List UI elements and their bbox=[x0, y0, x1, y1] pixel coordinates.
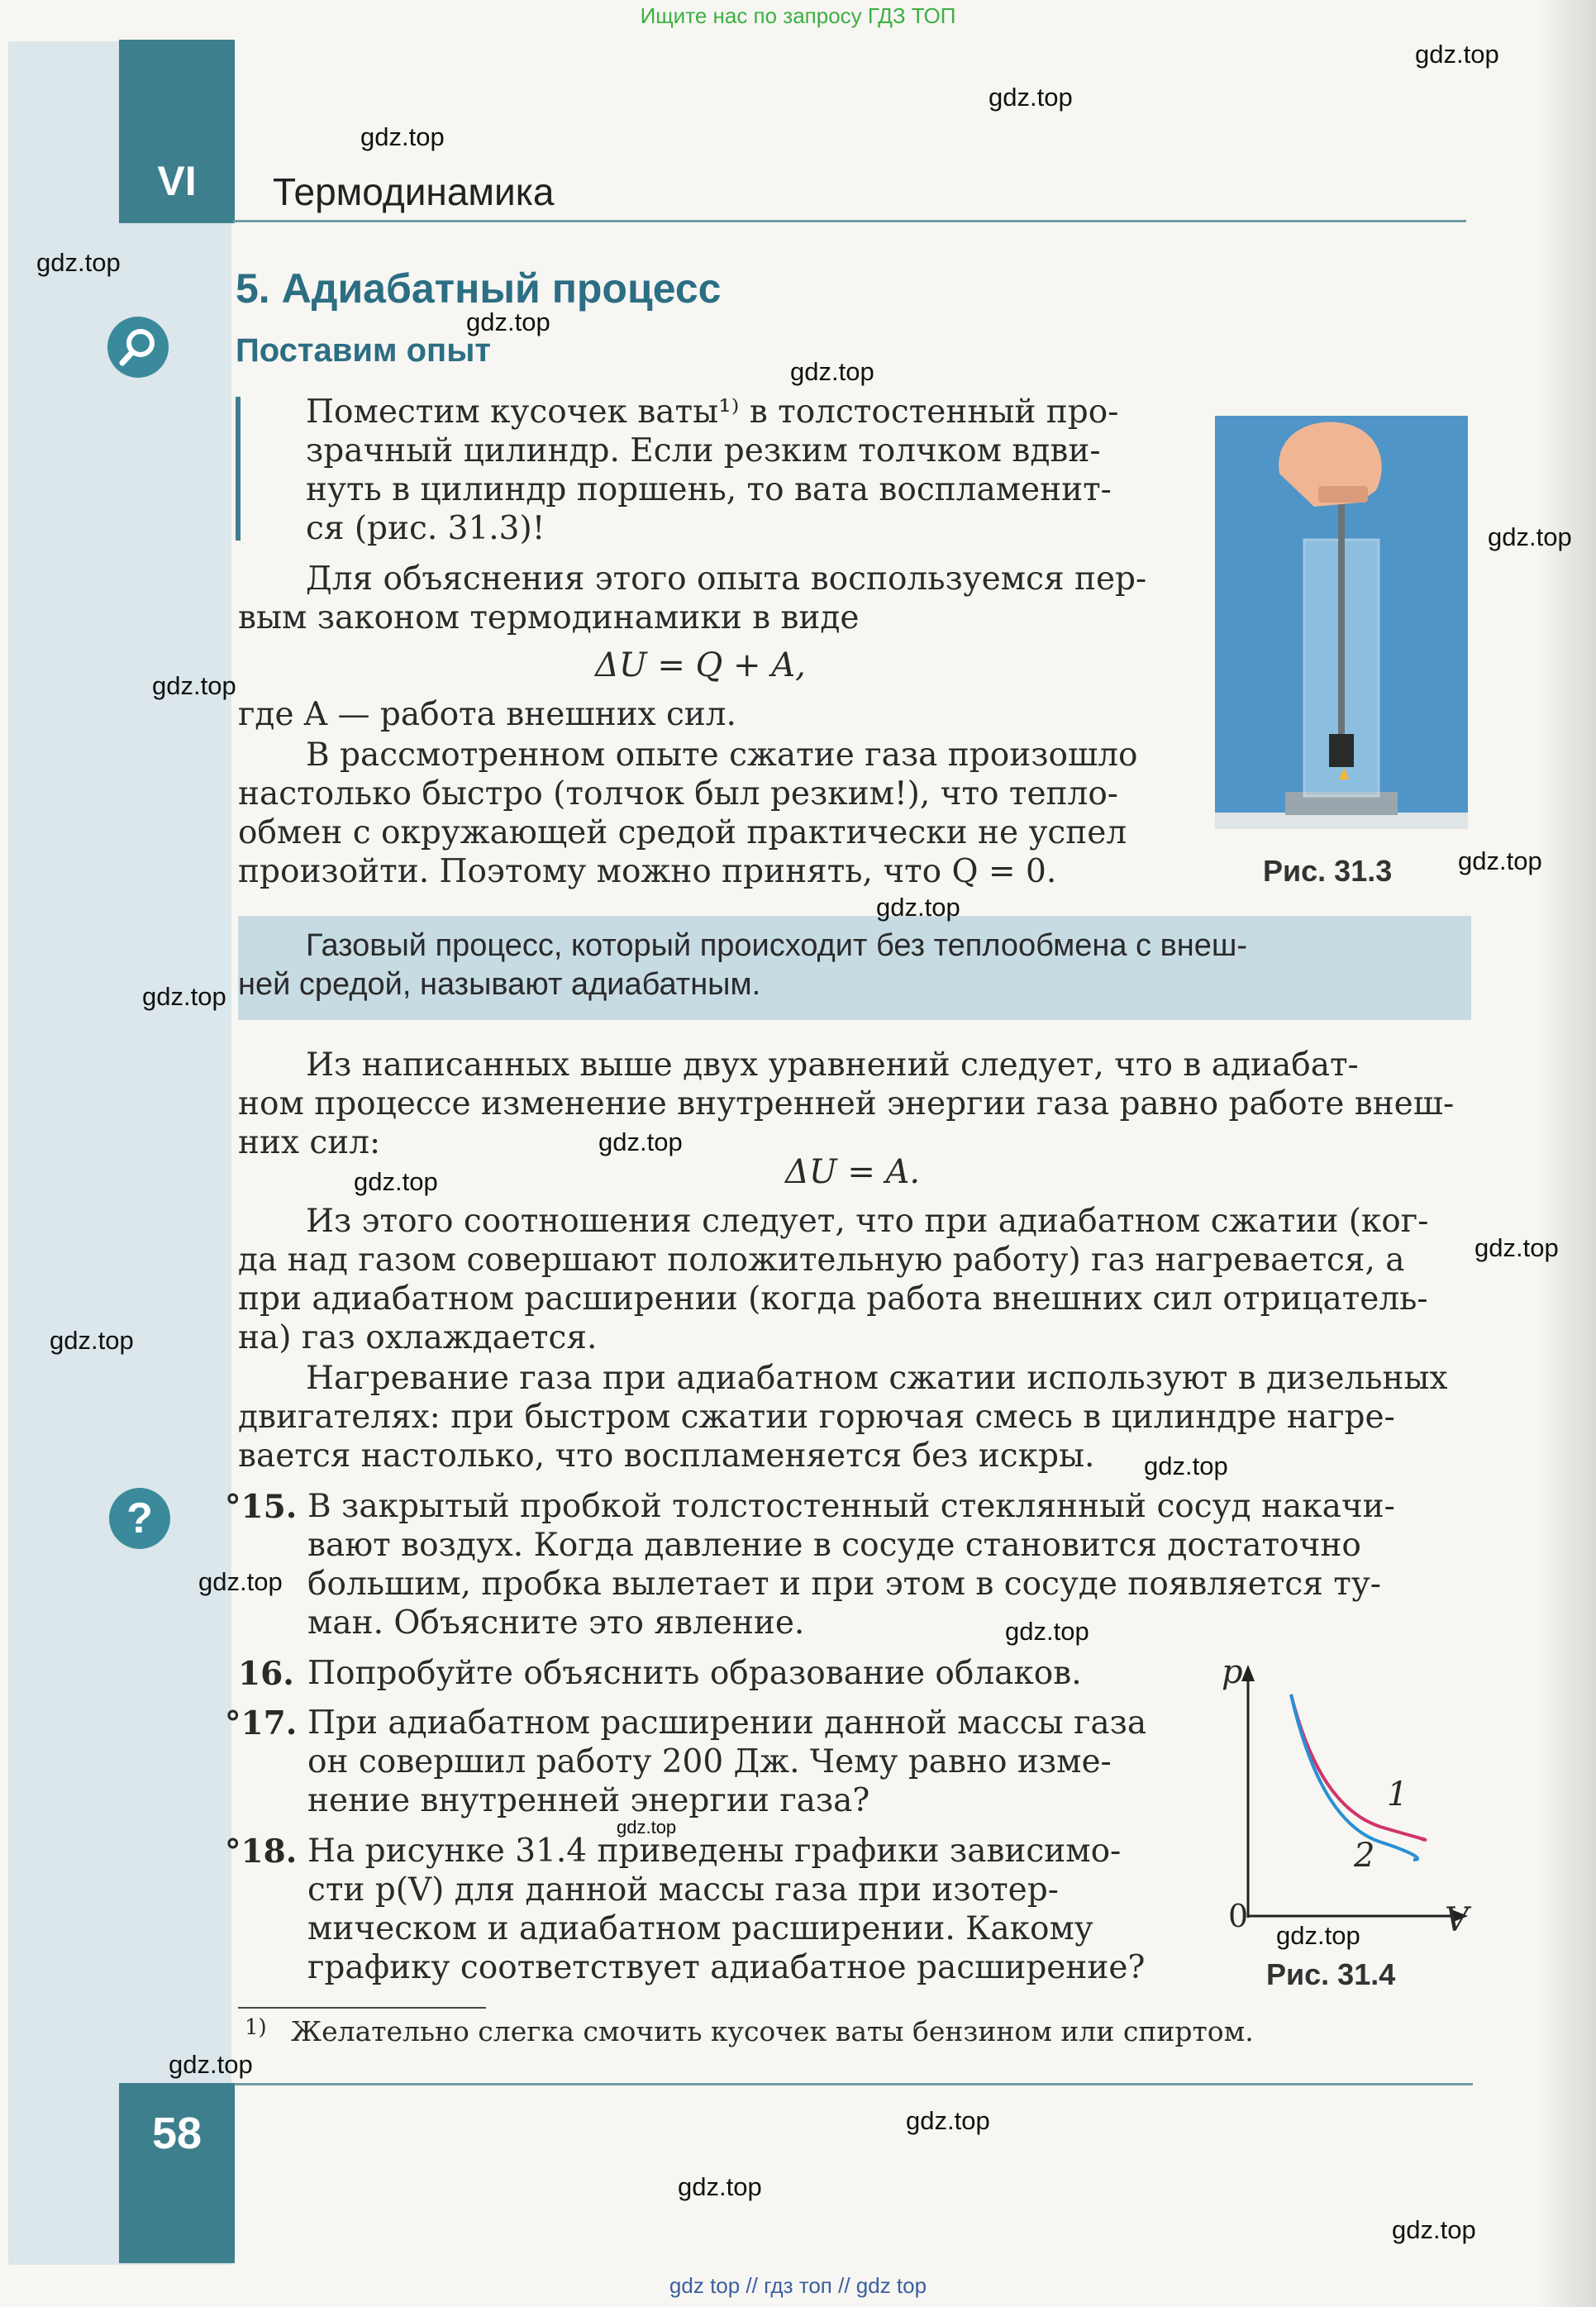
watermark: gdz.top bbox=[50, 1326, 134, 1355]
watermark: gdz.top bbox=[466, 307, 550, 336]
paragraph-line: да над газом совершают положительную работу) газ нагревается, а bbox=[238, 1242, 1405, 1279]
paragraph-line: произойти. Поэтому можно принять, что Q = 0. bbox=[238, 853, 1057, 890]
watermark: gdz.top bbox=[1458, 846, 1542, 875]
question-15-number: °15. bbox=[225, 1488, 298, 1526]
graph-curve-2-label: 2 bbox=[1354, 1837, 1375, 1875]
page-number: 58 bbox=[151, 2109, 202, 2158]
watermark: gdz.top bbox=[1488, 522, 1572, 551]
watermark: gdz.top bbox=[1005, 1617, 1089, 1646]
formula-adiabatic: ΔU = A. bbox=[785, 1153, 921, 1191]
paragraph-line: вается настолько, что воспламеняется без искры. bbox=[238, 1437, 1095, 1475]
question-15-line: большим, пробка вылетает и при этом в сосуде появляется ту- bbox=[307, 1566, 1381, 1603]
paragraph-line: настолько быстро (толчок был резким!), что тепло- bbox=[238, 775, 1118, 813]
watermark: gdz.top bbox=[1276, 1921, 1360, 1950]
experiment-marker bbox=[236, 397, 241, 541]
question-15-line: ман. Объясните это явление. bbox=[307, 1604, 805, 1642]
paragraph-line: Из этого соотношения следует, что при адиабатном сжатии (ког- bbox=[306, 1203, 1429, 1240]
formula-first-law: ΔU = Q + A, bbox=[595, 646, 806, 684]
graph-origin-label: 0 bbox=[1228, 1898, 1249, 1934]
header-divider bbox=[233, 220, 1466, 222]
watermark: gdz.top bbox=[598, 1127, 683, 1156]
graph-curve-1-label: 1 bbox=[1387, 1776, 1408, 1814]
question-18-line: мическом и адиабатном расширении. Какому bbox=[307, 1910, 1093, 1947]
chapter-number: VI bbox=[157, 158, 197, 204]
paragraph-line: Из написанных выше двух уравнений следует, что в адиабат- bbox=[306, 1046, 1359, 1084]
top-banner[interactable]: Ищите нас по запросу ГДЗ ТОП bbox=[640, 3, 956, 28]
graph-p-label: p bbox=[1222, 1653, 1243, 1691]
footnote-mark: 1) bbox=[245, 2015, 267, 2040]
watermark: gdz.top bbox=[36, 248, 121, 277]
watermark: gdz.top bbox=[876, 893, 960, 922]
paragraph-line: вым законом термодинамики в виде bbox=[238, 599, 860, 636]
watermark: gdz.top bbox=[142, 982, 226, 1011]
watermark: gdz.top bbox=[989, 83, 1073, 112]
paragraph-line: двигателях: при быстром сжатии горючая смесь в цилиндре нагре- bbox=[238, 1399, 1395, 1436]
paragraph-line: обмен с окружающей средой практически не успел bbox=[238, 814, 1127, 851]
page-edge-shadow bbox=[1537, 0, 1596, 2307]
experiment-line: ся (рис. 31.3)! bbox=[306, 510, 545, 547]
question-18-line: графику соответствует адиабатное расширение? bbox=[307, 1949, 1146, 1986]
experiment-line: нуть в цилиндр поршень, то вата воспламенит- bbox=[306, 471, 1112, 508]
question-17-line: При адиабатном расширении данной массы газа bbox=[307, 1704, 1147, 1742]
watermark: gdz.top bbox=[1415, 40, 1499, 69]
figure-31-4-caption: Рис. 31.4 bbox=[1266, 1957, 1396, 1991]
figure-31-3-photo bbox=[1215, 416, 1468, 829]
paragraph-line: где A — работа внешних сил. bbox=[238, 696, 736, 733]
subsection-title: Поставим опыт bbox=[236, 332, 491, 369]
watermark: gdz.top bbox=[354, 1167, 438, 1196]
paragraph-line: ном процессе изменение внутренней энергии газа равно работе внеш- bbox=[238, 1085, 1455, 1123]
footer-divider bbox=[233, 2083, 1473, 2085]
question-17-number: °17. bbox=[225, 1704, 298, 1742]
paragraph-line: В рассмотренном опыте сжатие газа произошло bbox=[306, 736, 1138, 774]
figure-31-3-caption: Рис. 31.3 bbox=[1263, 854, 1393, 888]
question-15-line: В закрытый пробкой толстостенный стеклянный сосуд накачи- bbox=[307, 1488, 1395, 1525]
watermark: gdz.top bbox=[906, 2106, 990, 2135]
paragraph-line: них сил: bbox=[238, 1124, 381, 1161]
question-16-line: Попробуйте объяснить образование облаков. bbox=[307, 1655, 1082, 1692]
experiment-line: зрачный цилиндр. Если резким толчком вдви- bbox=[306, 432, 1101, 470]
paragraph-line: Нагревание газа при адиабатном сжатии используют в дизельных bbox=[306, 1360, 1448, 1397]
question-icon: ? bbox=[109, 1488, 170, 1549]
watermark: gdz.top bbox=[169, 2050, 253, 2079]
magnifier-icon bbox=[107, 317, 169, 378]
question-17-line: он совершил работу 200 Дж. Чему равно изме- bbox=[307, 1743, 1112, 1780]
question-17-line: нение внутренней энергии газа? bbox=[307, 1782, 870, 1819]
footnote-divider bbox=[238, 2007, 486, 2009]
paragraph-line: на) газ охлаждается. bbox=[238, 1319, 598, 1356]
y-axis-arrow bbox=[1241, 1665, 1255, 1681]
paragraph-line: Для объяснения этого опыта воспользуемся пер- bbox=[306, 560, 1147, 598]
graph-v-label: V bbox=[1445, 1901, 1469, 1939]
watermark: gdz.top bbox=[360, 122, 445, 151]
watermark: gdz.top bbox=[152, 671, 236, 700]
watermark: gdz.top bbox=[1144, 1451, 1228, 1480]
isotherm-curve bbox=[1291, 1695, 1425, 1840]
watermark: gdz.top bbox=[1475, 1233, 1559, 1262]
definition-line: Газовый процесс, который происходит без теплообмена с внеш- bbox=[306, 928, 1248, 963]
watermark: gdz.top bbox=[198, 1567, 283, 1596]
paragraph-line: при адиабатном расширении (когда работа внешних сил отрицатель- bbox=[238, 1280, 1428, 1318]
watermark: gdz.top bbox=[617, 1817, 677, 1837]
chapter-title: Термодинамика bbox=[273, 170, 555, 213]
experiment-line: Поместим кусочек ваты¹⁾ в толстостенный про- bbox=[306, 393, 1119, 431]
question-16-number: 16. bbox=[238, 1655, 294, 1693]
footnote-text: Желательно слегка смочить кусочек ваты бензином или спиртом. bbox=[291, 2015, 1254, 2047]
question-18-number: °18. bbox=[225, 1833, 298, 1871]
question-15-line: вают воздух. Когда давление в сосуде становится достаточно bbox=[307, 1527, 1361, 1564]
bottom-banner[interactable]: gdz top // гдз топ // gdz top bbox=[669, 2273, 927, 2298]
definition-line: ней средой, называют адиабатным. bbox=[238, 967, 761, 1002]
watermark: gdz.top bbox=[790, 357, 874, 386]
question-18-line: сти p(V) для данной массы газа при изотер- bbox=[307, 1871, 1059, 1909]
section-title: 5. Адиабатный процесс bbox=[236, 265, 722, 312]
watermark: gdz.top bbox=[678, 2172, 762, 2201]
question-18-line: На рисунке 31.4 приведены графики зависимо- bbox=[307, 1833, 1122, 1870]
watermark: gdz.top bbox=[1392, 2215, 1476, 2244]
